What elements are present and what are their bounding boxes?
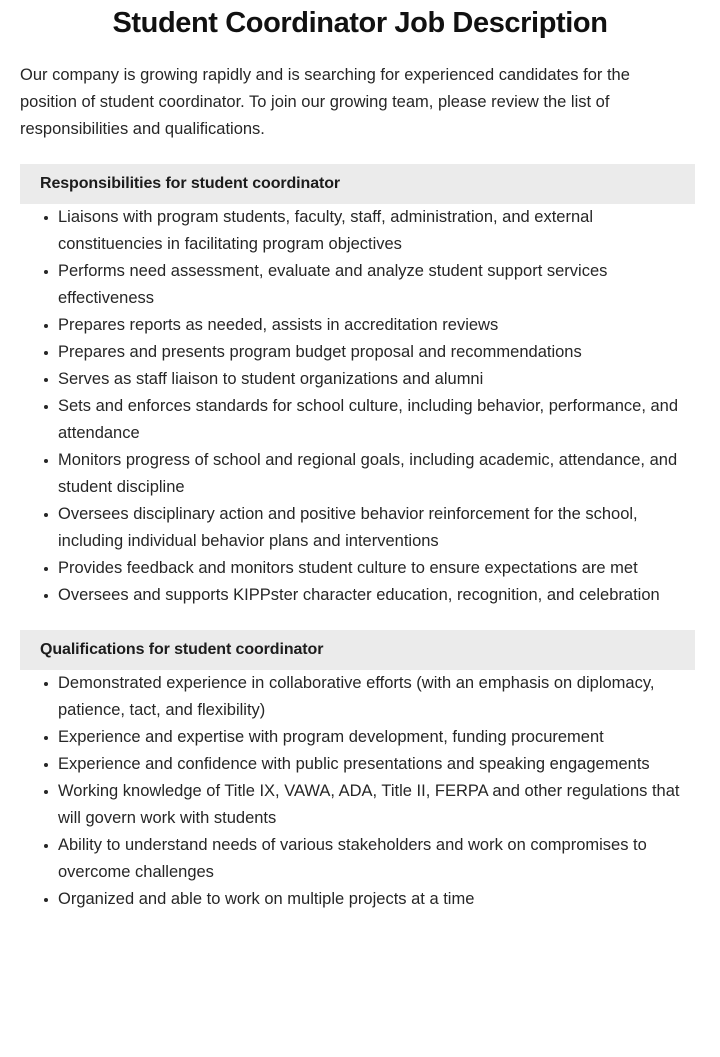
list-item: Liaisons with program students, faculty, staff, administration, and external constituencies in facilitating program objectives xyxy=(0,204,720,258)
section-heading-qualifications: Qualifications for student coordinator xyxy=(40,641,324,658)
list-item: Prepares and presents program budget proposal and recommendations xyxy=(0,339,720,366)
section-header-responsibilities xyxy=(20,164,695,204)
list-item: Ability to understand needs of various stakeholders and work on compromises to overcome challenges xyxy=(0,832,720,886)
responsibilities-list xyxy=(0,204,720,609)
intro-paragraph: Our company is growing rapidly and is searching for experienced candidates for the position of student coordinator. To join our growing team, please review the list of responsibilities and qualifications. xyxy=(20,66,630,138)
list-item: Experience and confidence with public presentations and speaking engagements xyxy=(0,751,720,778)
list-item: Sets and enforces standards for school culture, including behavior, performance, and attendance xyxy=(0,393,720,447)
list-item: Provides feedback and monitors student culture to ensure expectations are met xyxy=(0,555,720,582)
list-item: Prepares reports as needed, assists in accreditation reviews xyxy=(0,312,720,339)
qualifications-list xyxy=(0,670,720,913)
list-item: Monitors progress of school and regional goals, including academic, attendance, and student discipline xyxy=(0,447,720,501)
list-item: Demonstrated experience in collaborative efforts (with an emphasis on diplomacy, patience, tact, and flexibility) xyxy=(0,670,720,724)
list-item: Performs need assessment, evaluate and analyze student support services effectiveness xyxy=(0,258,720,312)
list-item: Experience and expertise with program development, funding procurement xyxy=(0,724,720,751)
section-heading-responsibilities: Responsibilities for student coordinator xyxy=(40,175,341,192)
section-header-qualifications xyxy=(20,630,695,670)
list-item: Oversees and supports KIPPster character education, recognition, and celebration xyxy=(0,582,720,609)
list-item: Oversees disciplinary action and positive behavior reinforcement for the school, including individual behavior plans and interventions xyxy=(0,501,720,555)
list-item: Serves as staff liaison to student organizations and alumni xyxy=(0,366,720,393)
list-item: Working knowledge of Title IX, VAWA, ADA, Title II, FERPA and other regulations that will govern work with students xyxy=(0,778,720,832)
page-title: Student Coordinator Job Description xyxy=(112,7,608,39)
list-item: Organized and able to work on multiple projects at a time xyxy=(0,886,720,913)
